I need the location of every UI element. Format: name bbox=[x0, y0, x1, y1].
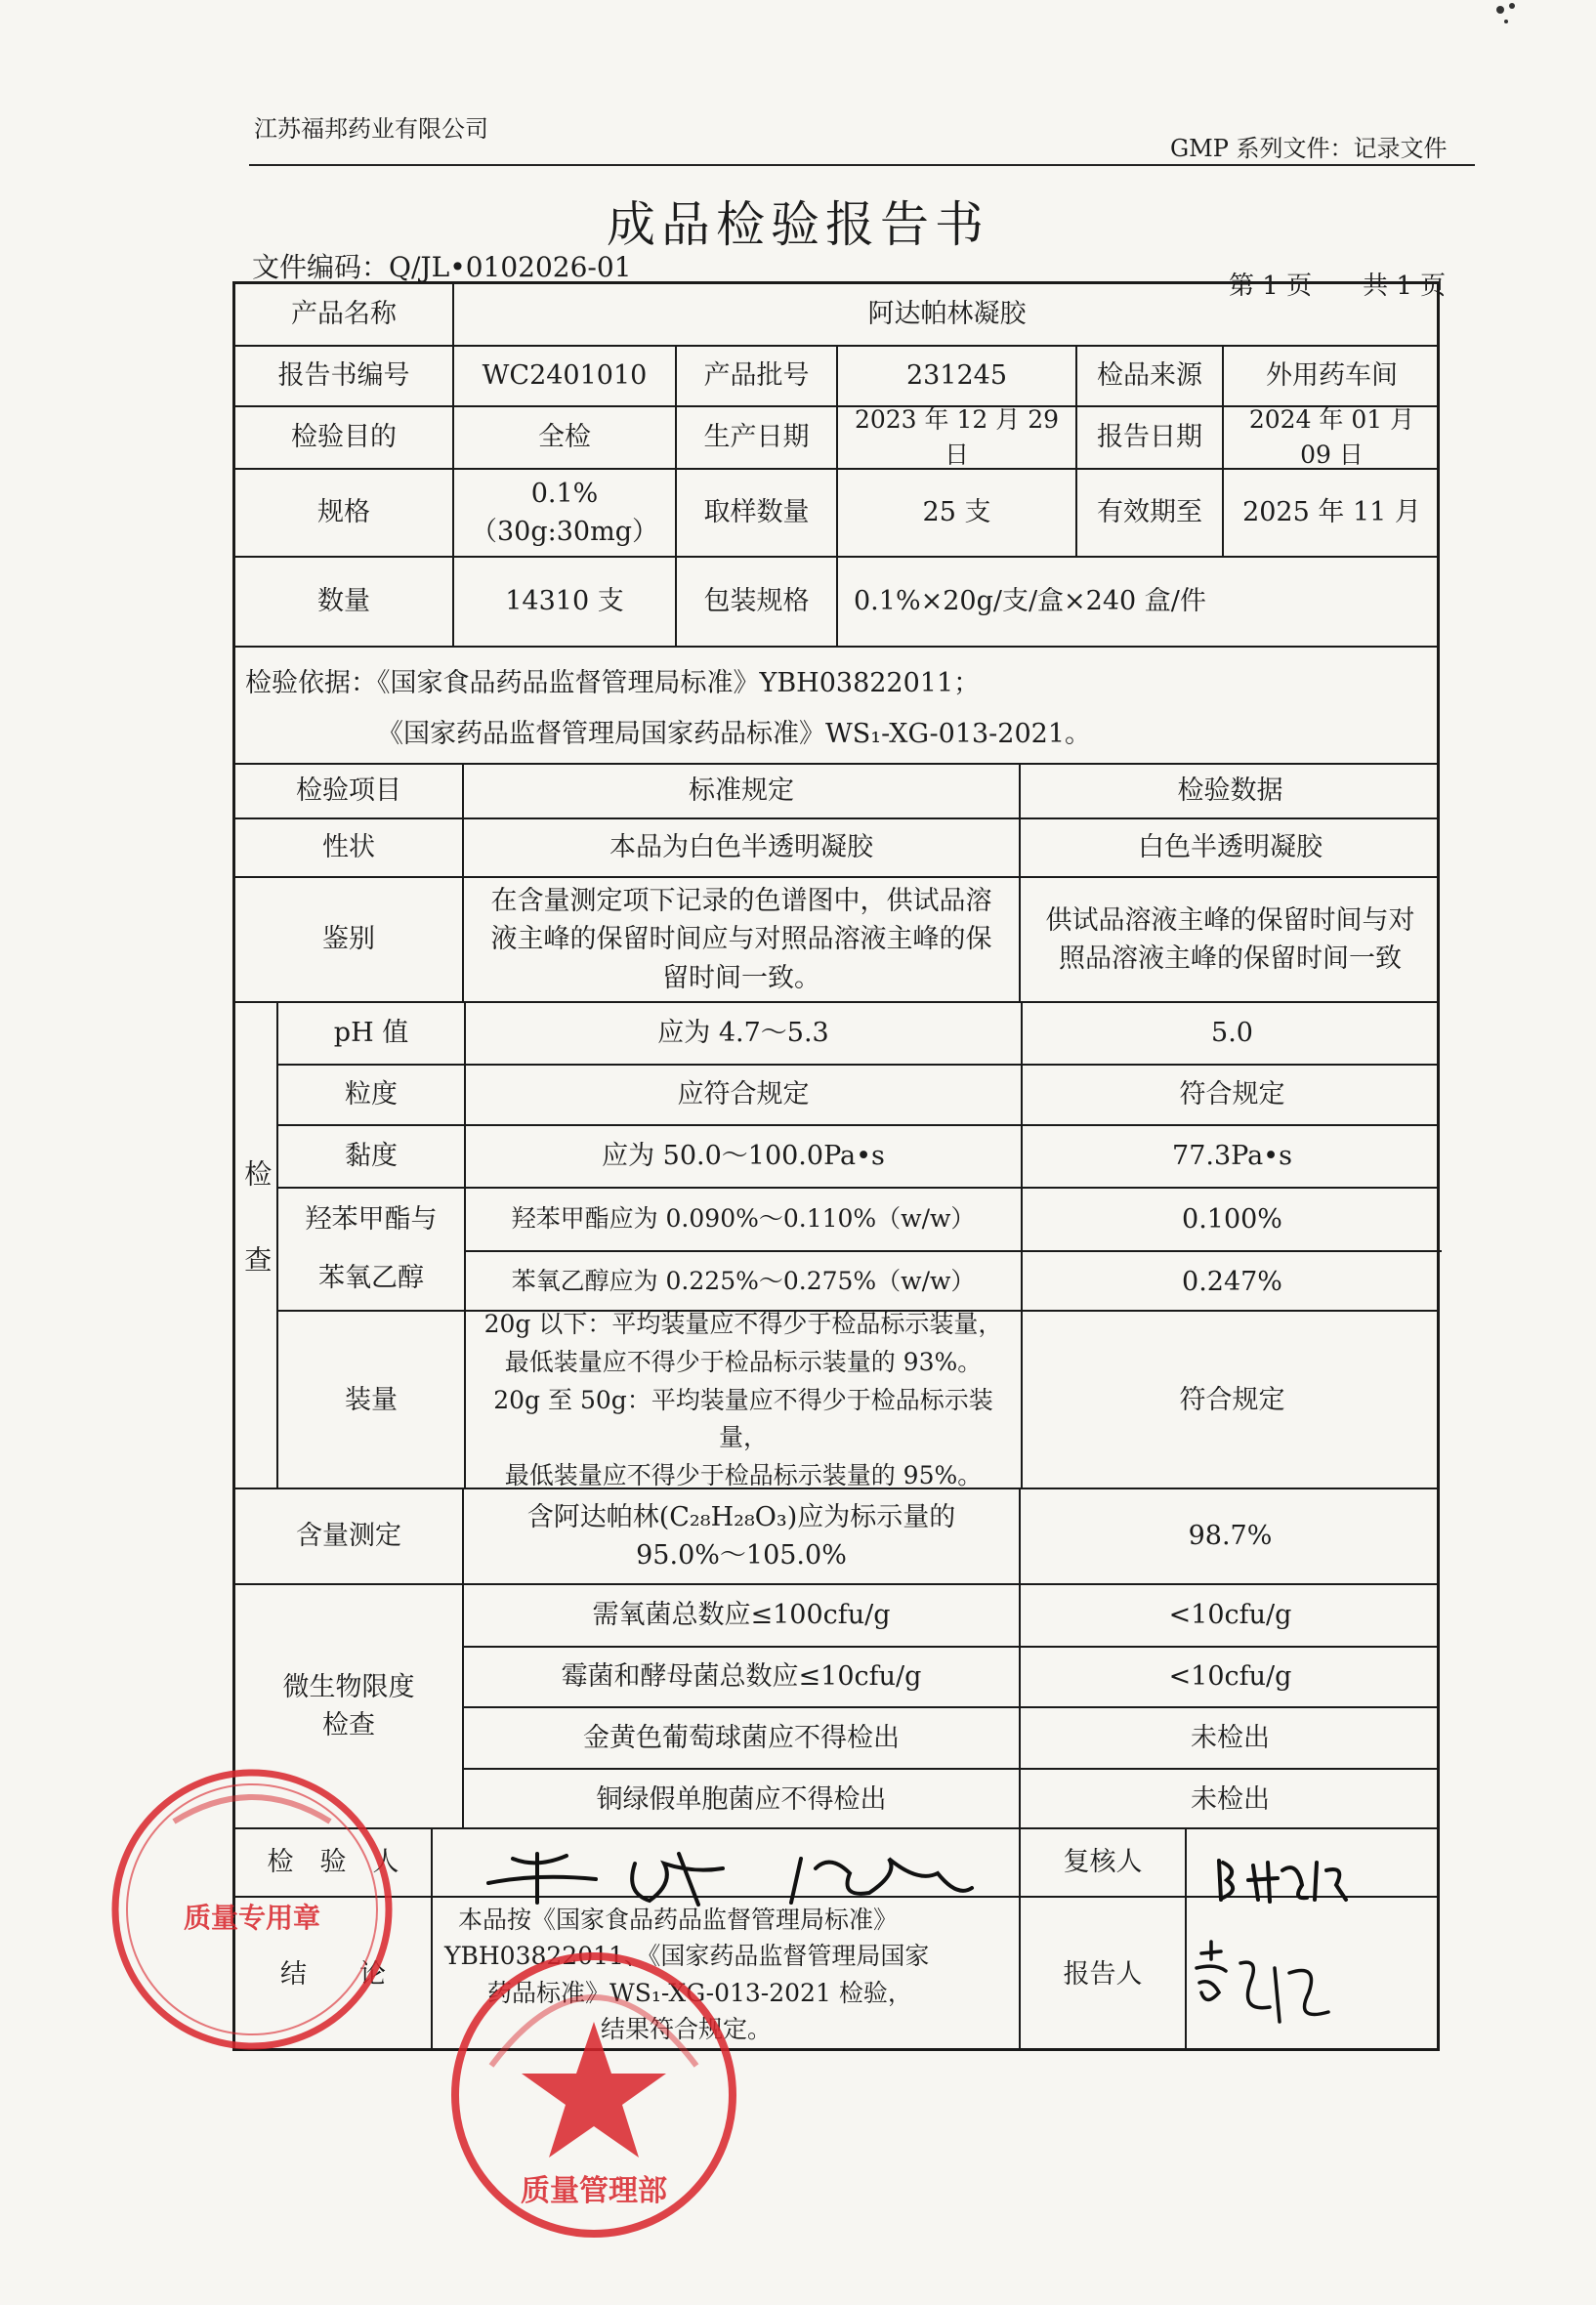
appearance-result: 白色半透明凝胶 bbox=[1019, 819, 1440, 876]
reporter-label: 报告人 bbox=[1019, 1898, 1185, 2051]
report-no-label: 报告书编号 bbox=[277, 360, 410, 392]
micro-standard-2: 霉菌和酵母菌总数应≤10cfu/g bbox=[462, 1646, 1019, 1706]
check-group bbox=[235, 1001, 1437, 1488]
report-date-value: 2024 年 01 月 09 日 bbox=[1222, 407, 1440, 468]
micro-standard-3: 金黄色葡萄球菌应不得检出 bbox=[462, 1706, 1019, 1768]
identification-item: 鉴别 bbox=[322, 924, 375, 955]
quality-stamp-bottom-icon bbox=[447, 1949, 740, 2242]
standard-header: 标准规定 bbox=[462, 765, 1019, 817]
package-label: 包装规格 bbox=[675, 558, 836, 646]
micro-result-4: 未检出 bbox=[1019, 1768, 1440, 1829]
purpose-label: 检验目的 bbox=[291, 422, 397, 453]
micro-result-3: 未检出 bbox=[1019, 1706, 1440, 1768]
row-micro bbox=[235, 1583, 1437, 1827]
row-spec bbox=[235, 468, 1437, 556]
assay-standard bbox=[462, 1489, 1019, 1583]
fill-standard-line-1: 20g 以下：平均装量应不得少于检品标示装量， bbox=[483, 1310, 1003, 1339]
spec-line-2: （30g:30mg） bbox=[471, 517, 658, 547]
methylparaben-standard: 羟苯甲酯应为 0.090%～0.110%（w/w） bbox=[464, 1189, 1021, 1250]
company-name: 江苏福邦药业有限公司 bbox=[254, 115, 488, 143]
row-report-no bbox=[235, 345, 1437, 405]
viscosity-item: 黏度 bbox=[345, 1141, 398, 1172]
identification-standard: 在含量测定项下记录的色谱图中，供试品溶液主峰的保留时间应与对照品溶液主峰的保留时间一致。 bbox=[462, 878, 1019, 1001]
assay-result: 98.7% bbox=[1019, 1489, 1440, 1583]
check-subtable bbox=[276, 1003, 1440, 1488]
conclusion-line-3: 药品标准》WS₁-XG-013-2021 检验， bbox=[487, 1978, 912, 2007]
micro-item-line-1: 微生物限度 bbox=[282, 1671, 415, 1702]
quantity-value: 14310 支 bbox=[452, 558, 675, 646]
row-basis bbox=[235, 646, 1437, 763]
test-item-header: 检验项目 bbox=[296, 775, 401, 807]
svg-text:质量管理部: 质量管理部 bbox=[521, 2174, 667, 2208]
batch-value: 231245 bbox=[836, 347, 1075, 405]
product-name-label: 产品名称 bbox=[291, 299, 397, 330]
row-quantity bbox=[235, 556, 1437, 646]
granularity-result: 符合规定 bbox=[1021, 1066, 1442, 1124]
preservative-item-line-2: 苯氧乙醇 bbox=[318, 1263, 424, 1294]
document-title: 成品检验报告书 bbox=[607, 196, 989, 253]
assay-standard-line-1: 含阿达帕林(C₂₈H₂₈O₃)应为标示量的 bbox=[526, 1501, 956, 1532]
row-granularity bbox=[278, 1064, 1440, 1124]
svg-text:质量专用章: 质量专用章 bbox=[183, 1902, 321, 1934]
quantity-label: 数量 bbox=[317, 586, 370, 617]
conclusion-line-1: 本品按《国家食品药品监督管理局标准》 bbox=[458, 1905, 899, 1934]
scan-speck-icon bbox=[1479, 0, 1537, 39]
check-group-label: 检查 bbox=[240, 1159, 273, 1331]
basis-line-2: 《国家药品监督管理局国家药品标准》WS₁-XG-013-2021。 bbox=[377, 719, 1092, 749]
fill-standard-line-3: 20g 至 50g：平均装量应不得少于检品标示装量， bbox=[493, 1385, 993, 1452]
prod-date-label: 生产日期 bbox=[675, 407, 836, 468]
ph-standard: 应为 4.7～5.3 bbox=[464, 1003, 1021, 1064]
row-fill bbox=[278, 1310, 1440, 1489]
report-date-label: 报告日期 bbox=[1075, 407, 1222, 468]
batch-label: 产品批号 bbox=[675, 347, 836, 405]
basis-line-1: 检验依据：《国家食品药品监督管理局标准》YBH03822011； bbox=[245, 668, 981, 698]
preservative-item bbox=[278, 1189, 464, 1310]
sample-qty-label: 取样数量 bbox=[675, 470, 836, 556]
product-name-value: 阿达帕林凝胶 bbox=[452, 284, 1440, 345]
row-viscosity bbox=[278, 1124, 1440, 1187]
fill-result: 符合规定 bbox=[1021, 1312, 1442, 1489]
source-label: 检品来源 bbox=[1075, 347, 1222, 405]
viscosity-standard: 应为 50.0～100.0Pa•s bbox=[464, 1126, 1021, 1187]
result-header: 检验数据 bbox=[1019, 765, 1440, 817]
preservative-item-line-1: 羟苯甲酯与 bbox=[305, 1204, 438, 1236]
purpose-value: 全检 bbox=[452, 407, 675, 468]
micro-result-2: <10cfu/g bbox=[1019, 1646, 1440, 1706]
conclusion-label: 结 论 bbox=[280, 1958, 386, 1990]
row-appearance bbox=[235, 817, 1437, 876]
spec-line-1: 0.1% bbox=[530, 478, 599, 509]
inspector-signature-icon bbox=[479, 1844, 987, 1922]
micro-item-line-2: 检查 bbox=[322, 1710, 375, 1740]
row-product-name bbox=[235, 284, 1437, 345]
fill-standard-line-4: 最低装量应不得少于检品标示装量的 95%。 bbox=[504, 1461, 983, 1490]
inspector-label: 检 验 人 bbox=[267, 1847, 399, 1878]
gmp-label: GMP 系列文件：记录文件 bbox=[1170, 135, 1448, 162]
inspection-report-table bbox=[232, 281, 1440, 2051]
row-assay bbox=[235, 1488, 1437, 1583]
identification-result: 供试品溶液主峰的保留时间与对照品溶液主峰的保留时间一致 bbox=[1019, 878, 1440, 1001]
phenoxyethanol-standard: 苯氧乙醇应为 0.225%～0.275%（w/w） bbox=[464, 1250, 1021, 1312]
fill-item: 装量 bbox=[345, 1385, 398, 1416]
appearance-standard: 本品为白色半透明凝胶 bbox=[462, 819, 1019, 876]
micro-standard-1: 需氧菌总数应≤100cfu/g bbox=[462, 1585, 1019, 1646]
expiry-label: 有效期至 bbox=[1075, 470, 1222, 556]
methylparaben-result: 0.100% bbox=[1021, 1189, 1442, 1250]
header-rule bbox=[249, 164, 1475, 166]
report-no-value: WC2401010 bbox=[452, 347, 675, 405]
assay-item: 含量测定 bbox=[296, 1521, 401, 1552]
row-purpose bbox=[235, 405, 1437, 468]
ph-result: 5.0 bbox=[1021, 1003, 1442, 1064]
fill-standard bbox=[464, 1312, 1021, 1489]
ph-item: pH 值 bbox=[333, 1018, 409, 1049]
micro-standard-4: 铜绿假单胞菌应不得检出 bbox=[462, 1768, 1019, 1829]
conclusion-line-2: YBH03822011、《国家药品监督管理局国家 bbox=[444, 1942, 930, 1970]
reviewer-label: 复核人 bbox=[1019, 1829, 1185, 1896]
assay-standard-line-2: 95.0%～105.0% bbox=[636, 1540, 847, 1571]
source-value: 外用药车间 bbox=[1222, 347, 1440, 405]
granularity-standard: 应符合规定 bbox=[464, 1066, 1021, 1124]
row-identification bbox=[235, 876, 1437, 1001]
quality-stamp-left-icon bbox=[105, 1763, 399, 2056]
sample-qty-value: 25 支 bbox=[836, 470, 1075, 556]
spec-value bbox=[452, 470, 675, 556]
conclusion-line-4: 结果符合规定。 bbox=[601, 2015, 773, 2043]
reviewer-signature-icon bbox=[1209, 1851, 1356, 1909]
row-test-header bbox=[235, 763, 1437, 817]
prod-date-value: 2023 年 12 月 29 日 bbox=[836, 407, 1075, 468]
page-info: 第 1 页 共 1 页 bbox=[1229, 272, 1447, 301]
micro-result-1: <10cfu/g bbox=[1019, 1585, 1440, 1646]
row-ph bbox=[278, 1003, 1440, 1064]
package-value: 0.1%×20g/支/盒×240 盒/件 bbox=[836, 558, 1440, 646]
file-code: 文件编码：Q/JL•0102026-01 bbox=[252, 251, 632, 283]
expiry-value: 2025 年 11 月 bbox=[1222, 470, 1440, 556]
reporter-signature-icon bbox=[1182, 1934, 1348, 2051]
appearance-item: 性状 bbox=[322, 832, 375, 863]
phenoxyethanol-result: 0.247% bbox=[1021, 1250, 1442, 1312]
granularity-item: 粒度 bbox=[345, 1079, 398, 1111]
viscosity-result: 77.3Pa•s bbox=[1021, 1126, 1442, 1187]
spec-label: 规格 bbox=[317, 497, 370, 528]
fill-standard-line-2: 最低装量应不得少于检品标示装量的 93%。 bbox=[504, 1347, 983, 1376]
row-preservatives bbox=[278, 1187, 1440, 1310]
